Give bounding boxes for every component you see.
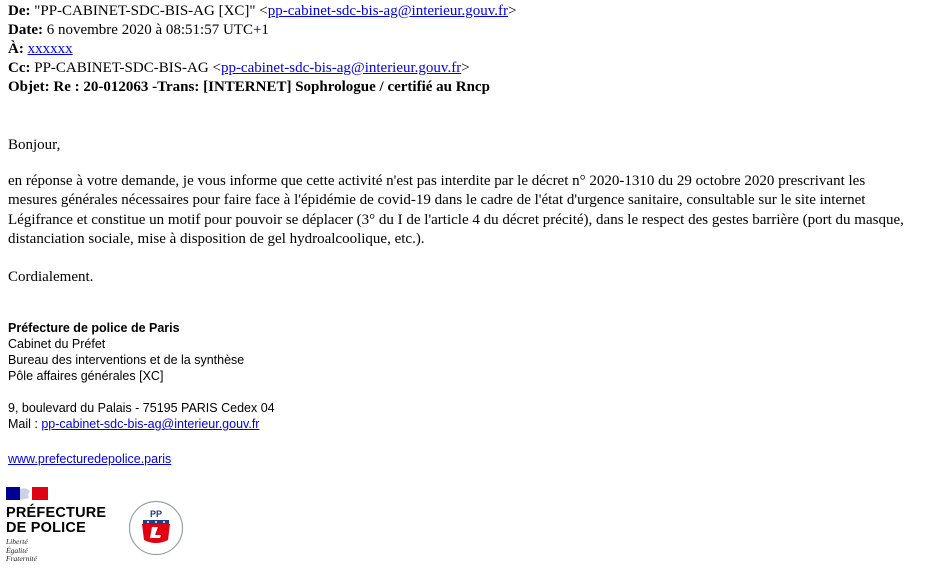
pp-badge-icon [128, 500, 184, 556]
signature-line-3: Pôle affaires générales [XC] [8, 369, 164, 383]
from-email-link[interactable]: pp-cabinet-sdc-bis-ag@interieur.gouv.fr [267, 3, 509, 19]
cc-label: Cc: [8, 60, 31, 76]
subject-row [8, 78, 517, 97]
cc-close: > [461, 60, 470, 76]
cc-row [8, 59, 517, 78]
greeting: Bonjour, [8, 137, 61, 153]
logo-line-2: DE POLICE [6, 520, 86, 536]
body-paragraph: en réponse à votre demande, je vous informe que cette activité n'est pas interdite par le décret n° 2020-1310 du 29 octobre 2020 prescrivant les mesures générales nécessaires pour faire face à l'épidémie de covid-19 dans le cadre de l'état d'urgence sanitaire, consultable sur le site internet Légifrance et constitue un motif pour pouvoir se déplacer (3° du I de l'article 4 du décret précité), dans le respect des gestes barrière (port du masque, distanciation sociale, mise à disposition de gel hydroalcoolique, etc.). [8, 172, 904, 247]
date-row [8, 21, 517, 40]
signature-org: Préfecture de police de Paris [8, 321, 180, 335]
signature [8, 320, 275, 467]
signature-mail-label: Mail : [8, 417, 42, 431]
badge-text: PP [149, 509, 163, 519]
logo-text [6, 506, 106, 536]
to-label: À: [8, 41, 24, 57]
signature-line-1: Cabinet du Préfet [8, 337, 106, 351]
date-value: 6 novembre 2020 à 08:51:57 UTC+1 [42, 22, 269, 38]
subject-value: Re : 20-012063 -Trans: [INTERNET] Sophrologue / certifié au Rncp [49, 79, 490, 95]
email-header [8, 2, 517, 97]
date-label: Date: [8, 22, 43, 38]
subject-label: Objet: [8, 79, 50, 95]
closing: Cordialement. [8, 268, 94, 285]
to-row [8, 40, 517, 59]
motto-egalite: Égalité [6, 545, 28, 555]
email-body [8, 136, 918, 287]
signature-address: 9, boulevard du Palais - 75195 PARIS Cedex 04 [8, 401, 275, 415]
from-close: > [508, 3, 517, 19]
website-link[interactable]: www.prefecturedepolice.paris [8, 452, 172, 466]
to-recipient-link[interactable]: xxxxxx [27, 41, 73, 57]
signature-line-2: Bureau des interventions et de la synthèse [8, 353, 245, 367]
logo-line-1: PRÉFECTURE [6, 505, 107, 521]
signature-mail-link[interactable]: pp-cabinet-sdc-bis-ag@interieur.gouv.fr [41, 417, 260, 431]
signature-mail-row [8, 416, 275, 432]
prefecture-logo [6, 486, 116, 585]
from-label: De: [8, 3, 31, 19]
logo-motto [6, 538, 37, 564]
from-row [8, 2, 517, 21]
marianne-flag-icon [6, 486, 48, 501]
motto-fraternite: Fraternité [6, 554, 37, 563]
cc-name: PP-CABINET-SDC-BIS-AG < [30, 60, 221, 76]
cc-email-link[interactable]: pp-cabinet-sdc-bis-ag@interieur.gouv.fr [220, 60, 462, 76]
motto-liberte: Liberté [6, 537, 28, 546]
from-name: "PP-CABINET-SDC-BIS-AG [XC]" < [34, 3, 268, 19]
